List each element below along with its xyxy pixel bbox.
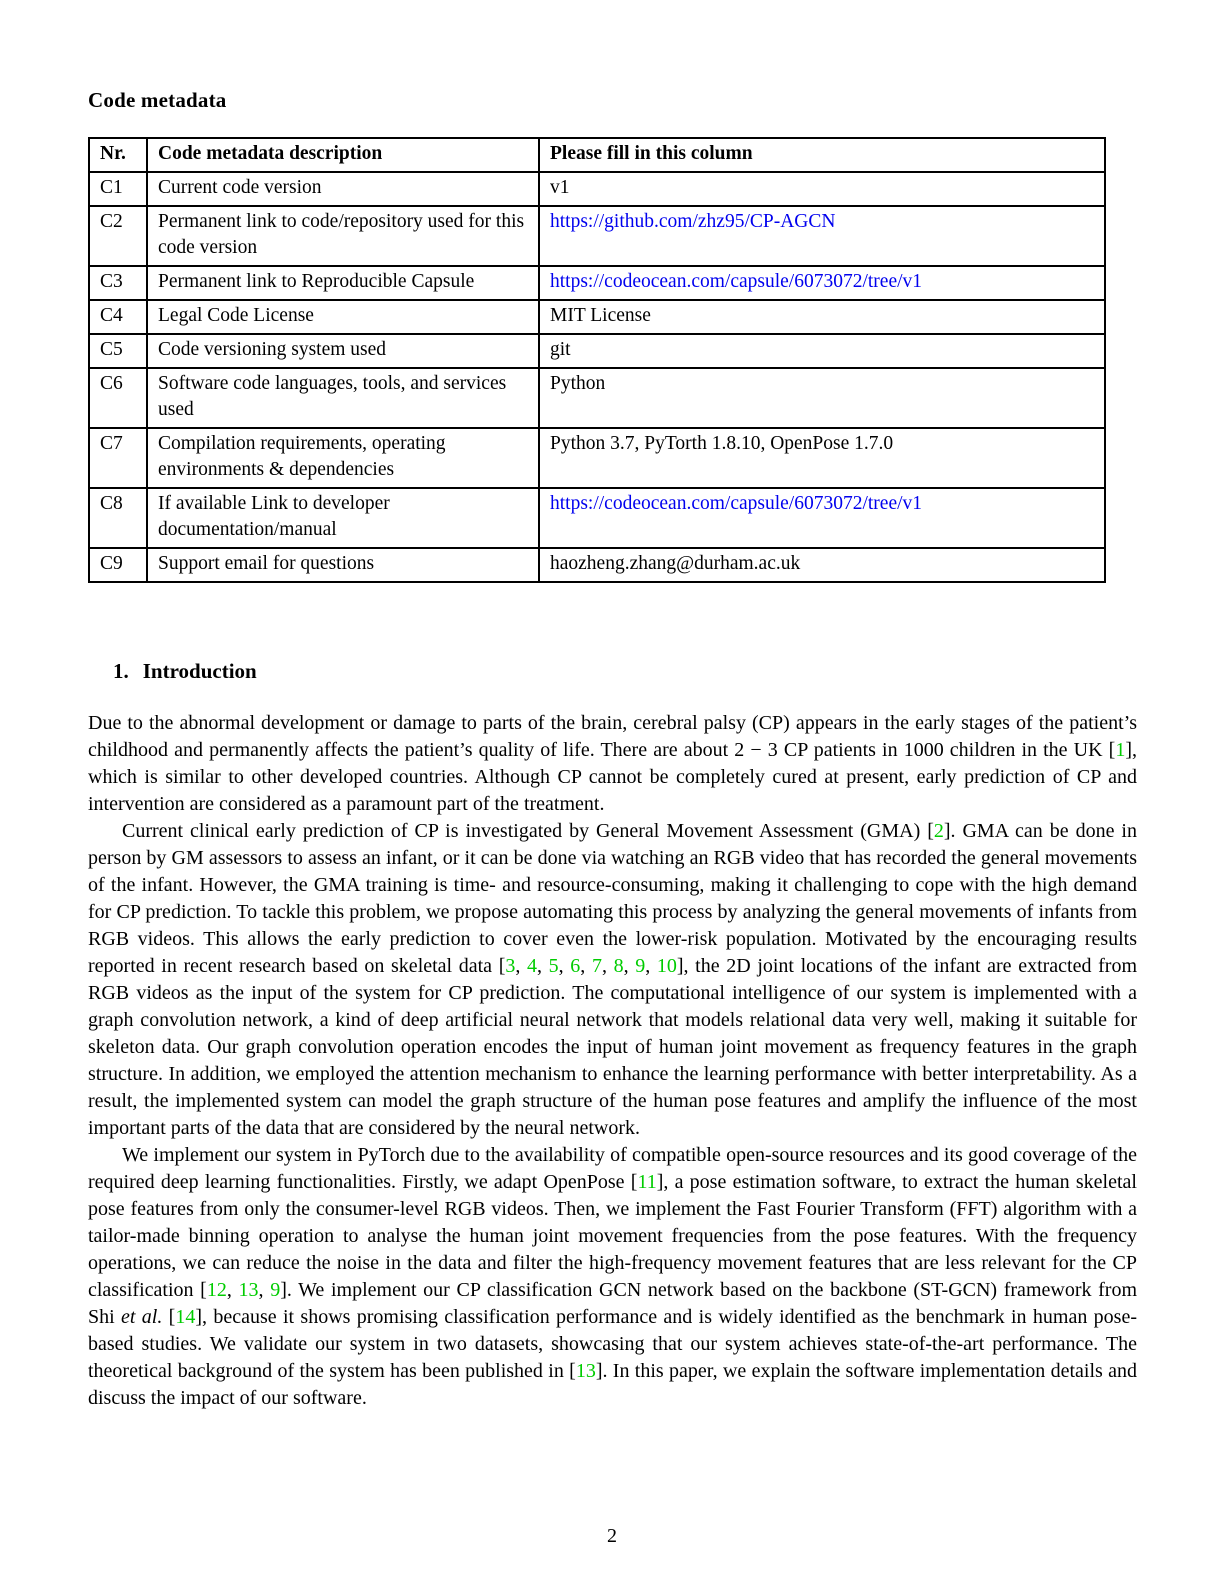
citation-link[interactable]: 9 — [270, 1279, 281, 1301]
metadata-row — [89, 206, 1105, 266]
body-text: ], because it shows promising classification performance and is widely identified as the benchmark in human pose-based studies. We validate our system in two datasets, showcasing that our system achieves state-of-the-art performance. The theoretical background of the system has been published in [ — [88, 1306, 1137, 1382]
row-value — [539, 206, 1105, 266]
citation-link[interactable]: 12 — [206, 1279, 227, 1301]
citation-link[interactable]: 10 — [656, 955, 677, 977]
metadata-link[interactable]: https://codeocean.com/capsule/6073072/tree/v1 — [550, 271, 923, 292]
citation-link[interactable]: 6 — [570, 955, 581, 977]
metadata-row — [89, 266, 1105, 300]
page-number: 2 — [607, 1525, 617, 1547]
body-text: , — [580, 955, 592, 977]
metadata-row — [89, 300, 1105, 334]
metadata-row — [89, 548, 1105, 582]
body-text: , — [537, 955, 549, 977]
metadata-link[interactable]: https://codeocean.com/capsule/6073072/tree/v1 — [550, 493, 923, 514]
code-metadata-table — [88, 137, 1106, 583]
row-value: Python — [539, 368, 1105, 428]
row-number: C5 — [89, 334, 147, 368]
row-description: Software code languages, tools, and services used — [147, 368, 539, 428]
row-description: Code versioning system used — [147, 334, 539, 368]
body-text: Current clinical early prediction of CP is investigated by General Movement Assessment (GMA) [ — [122, 820, 934, 842]
row-value: Python 3.7, PyTorth 1.8.10, OpenPose 1.7.0 — [539, 428, 1105, 488]
citation-link[interactable]: 11 — [637, 1171, 657, 1193]
body-text: , — [258, 1279, 271, 1301]
citation-link[interactable]: 4 — [527, 955, 538, 977]
introduction-paragraphs — [88, 710, 1137, 1412]
code-metadata-heading: Code metadata — [88, 88, 227, 112]
row-number: C1 — [89, 172, 147, 206]
row-description: Permanent link to code/repository used for this code version — [147, 206, 539, 266]
citation-link[interactable]: 13 — [575, 1360, 596, 1382]
row-value: git — [539, 334, 1105, 368]
code-metadata-table-body — [89, 172, 1105, 582]
body-text: ], which is similar to other developed countries. Although CP cannot be completely cured at present, early prediction of CP and intervention are considered as a paramount part of the treatment. — [88, 739, 1137, 815]
row-number: C2 — [89, 206, 147, 266]
body-text: We implement our system in PyTorch due to the availability of compatible open-source resources and its good coverage of the required deep learning functionalities. Firstly, we adapt OpenPose [ — [88, 1144, 1137, 1193]
citation-link[interactable]: 8 — [613, 955, 624, 977]
row-value — [539, 266, 1105, 300]
italic-text: et al. — [121, 1306, 163, 1328]
row-value — [539, 488, 1105, 548]
body-text: , — [226, 1279, 239, 1301]
metadata-row — [89, 334, 1105, 368]
body-text: , — [515, 955, 528, 977]
citation-link[interactable]: 3 — [505, 955, 516, 977]
metadata-row — [89, 368, 1105, 428]
body-text: ]. We implement our CP classification GCN network based on the backbone (ST-GCN) framework from Shi — [88, 1279, 1138, 1328]
body-text: ]. In this paper, we explain the software implementation details and discuss the impact of our software. — [88, 1360, 1137, 1409]
citation-link[interactable]: 14 — [175, 1306, 196, 1328]
row-description: Compilation requirements, operating environments & dependencies — [147, 428, 539, 488]
row-description: Legal Code License — [147, 300, 539, 334]
body-text: ], the 2D joint locations of the infant are extracted from RGB videos as the input of the system for CP prediction. The computational intelligence of our system is implemented with a graph convolution network, a kind of deep artificial neural network that models relational data very well, making it suitable for skeleton data. Our graph convolution operation encodes the input of human joint movement as frequency features in the graph structure. In addition, we employed the attention mechanism to enhance the learning performance with better interpretability. As a result, the implemented system can model the graph structure of the human pose features and amplify the influence of the most important parts of the data that are considered by the neural network. — [88, 955, 1137, 1139]
body-text: ]. GMA can be done in person by GM assessors to assess an infant, or it can be done via watching an RGB video that has recorded the general movements of the infant. However, the GMA training is time- and resource-consuming, making it challenging to cope with the high demand for CP prediction. To tackle this problem, we propose automating this process by analyzing the general movements of infants from RGB videos. This allows the early prediction to cover even the lower-risk population. Motivated by the encouraging results reported in recent research based on skeletal data [ — [88, 820, 1137, 977]
section-number: 1. — [113, 659, 129, 683]
header-nr: Nr. — [89, 138, 147, 172]
row-number: C7 — [89, 428, 147, 488]
section-title: Introduction — [142, 659, 257, 683]
row-description: Support email for questions — [147, 548, 539, 582]
row-number: C8 — [89, 488, 147, 548]
metadata-link[interactable]: https://github.com/zhz95/CP-AGCN — [550, 211, 836, 232]
introduction-heading — [113, 659, 1137, 684]
paragraph — [88, 1142, 1137, 1412]
paragraph — [88, 818, 1137, 1142]
metadata-row — [89, 172, 1105, 206]
body-text: , — [645, 955, 657, 977]
citation-link[interactable]: 5 — [548, 955, 559, 977]
metadata-row — [89, 428, 1105, 488]
citation-link[interactable]: 2 — [933, 820, 944, 842]
row-description: Permanent link to Reproducible Capsule — [147, 266, 539, 300]
row-number: C6 — [89, 368, 147, 428]
paragraph — [88, 710, 1137, 818]
body-text: , — [601, 955, 614, 977]
row-value: MIT License — [539, 300, 1105, 334]
body-text: , — [623, 955, 636, 977]
body-text: ], a pose estimation software, to extract the human skeletal pose features from only the consumer-level RGB videos. Then, we implement the Fast Fourier Transform (FFT) algorithm with a tailor-made binning operation to analyse the human joint movement frequencies from the pose features. With the frequency operations, we can reduce the noise in the data and filter the high-frequency movement features that are less relevant for the CP classification [ — [88, 1171, 1137, 1301]
row-value: v1 — [539, 172, 1105, 206]
row-description: Current code version — [147, 172, 539, 206]
table-header-row — [89, 138, 1105, 172]
row-value: haozheng.zhang@durham.ac.uk — [539, 548, 1105, 582]
citation-link[interactable]: 1 — [1115, 739, 1126, 761]
row-number: C4 — [89, 300, 147, 334]
body-text: , — [558, 955, 571, 977]
citation-link[interactable]: 7 — [591, 955, 602, 977]
metadata-row — [89, 488, 1105, 548]
citation-link[interactable]: 13 — [238, 1279, 259, 1301]
header-fill-column: Please fill in this column — [539, 138, 1105, 172]
citation-link[interactable]: 9 — [635, 955, 646, 977]
row-description: If available Link to developer documentation/manual — [147, 488, 539, 548]
header-description: Code metadata description — [147, 138, 539, 172]
body-text: [ — [162, 1306, 176, 1328]
row-number: C3 — [89, 266, 147, 300]
body-text: Due to the abnormal development or damage to parts of the brain, cerebral palsy (CP) appears in the early stages of the patient’s childhood and permanently affects the patient’s quality of life. There are about 2 − 3 CP patients in 1000 children in the UK [ — [88, 712, 1137, 761]
row-number: C9 — [89, 548, 147, 582]
